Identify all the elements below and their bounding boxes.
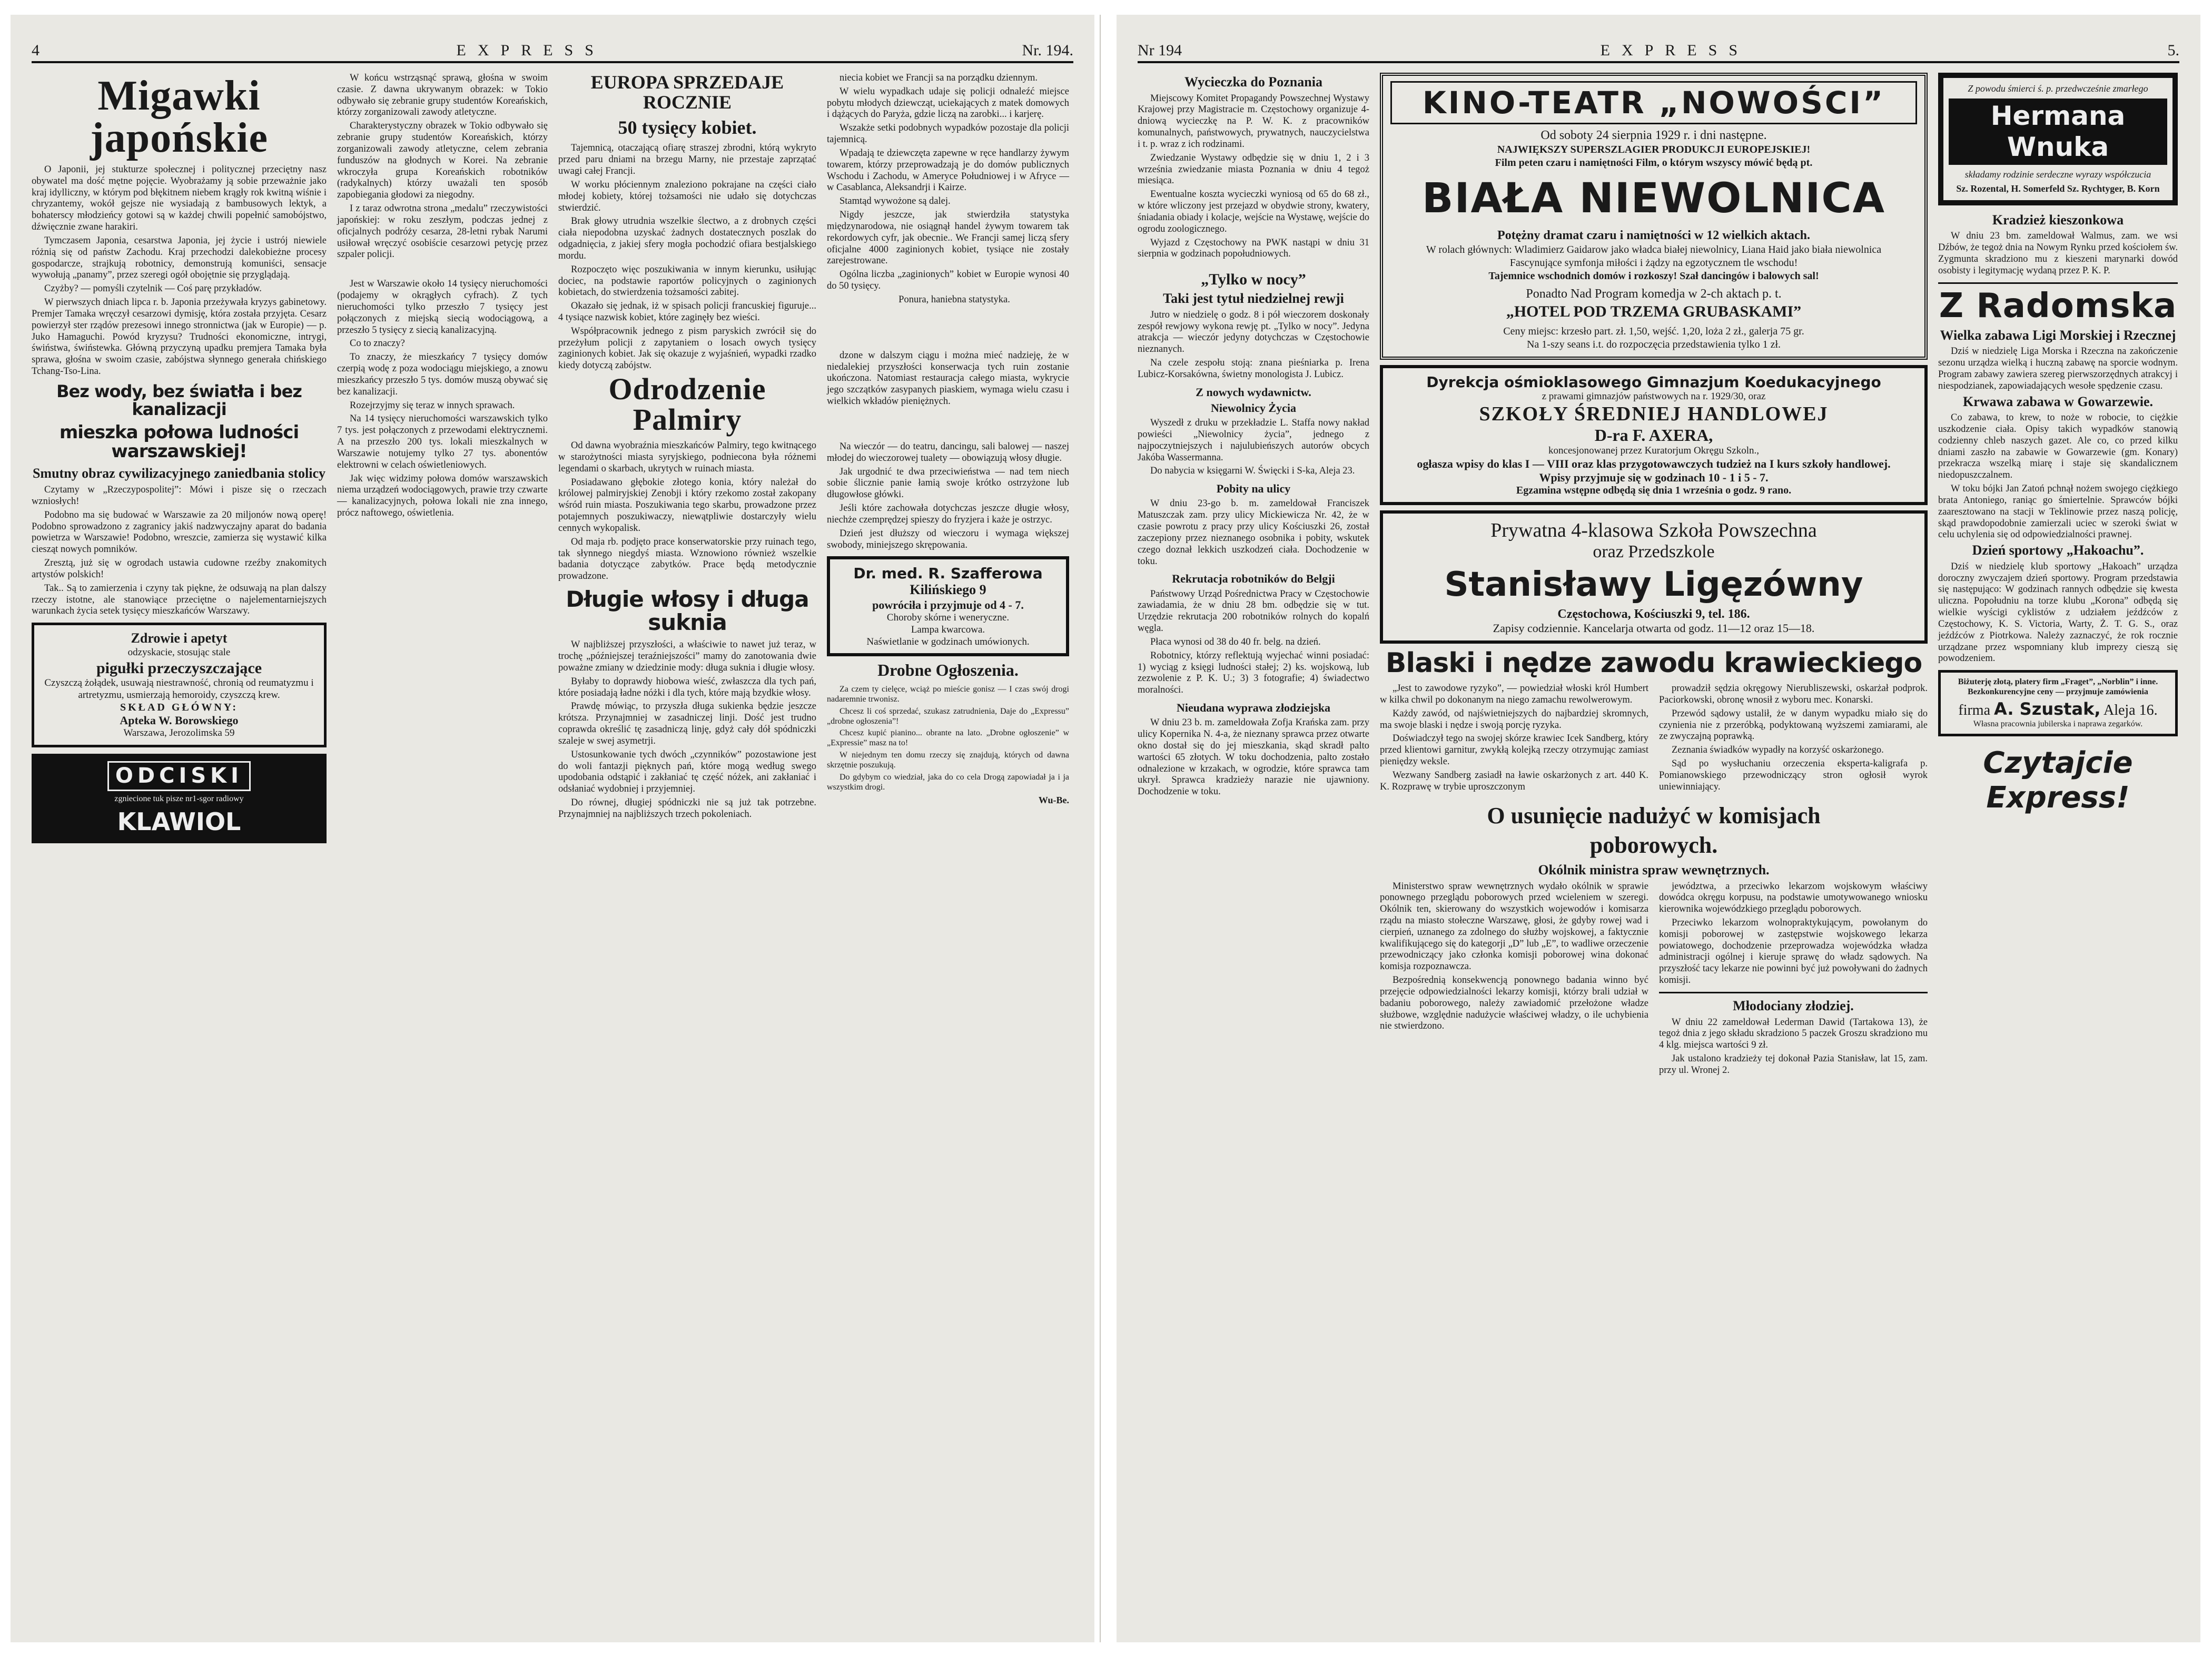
abuse-subhead: Okólnik ministra spraw wewnętrznych. bbox=[1538, 862, 1770, 878]
paragraph: prowadził sędzia okręgowy Nierubliszewski, oskarżał podprok. Paciorkowski, obronę wnosił z wyboru mec. Konarski. bbox=[1659, 683, 1928, 705]
cinema-date: Od soboty 24 sierpnia 1929 r. i dni następne. bbox=[1540, 129, 1767, 142]
divider bbox=[1938, 282, 2178, 284]
abuse-columns bbox=[1380, 881, 1928, 1079]
headline-sport-day: Dzień sportowy „Hakoachu”. bbox=[1972, 543, 2144, 558]
paragraph: Jak ustalono kradzieży tej dokonał Pazia Stanisław, lat 15, zam. przy ul. Wronej 2. bbox=[1659, 1053, 1928, 1076]
paragraph: Na wieczór — do teatru, dancingu, sali balowej — naszej młodej do wieczorowej tualety — obowiązują włosy długie. bbox=[827, 441, 1069, 464]
paragraph: W dniu 23 b. m. zameldowała Zofja Krańska zam. przy ulicy Kopernika N. 4-a, że nieznany sprawca przez otwarte okno dostał się do jej mieszkania, skąd skradł palto wartości 65 złotych. W toku dochodzenia, palto zostało odnalezione w krzakach, w ogrodzie, które sprawca tam ukrył. Sprawca kradzieży narazie nie ujawniony. Dochodzenie w toku. bbox=[1138, 717, 1369, 797]
headline-poznan: Wycieczka do Poznania bbox=[1184, 74, 1322, 90]
paragraph: Wszakże setki podobnych wypadków pozostaje dla policji tajemnicą. bbox=[827, 123, 1069, 145]
paragraph: Wpadają te dziewczęta zapewne w ręce handlarzy żywym towarem, którzy przeprowadzają je do domów publicznych Wschodu i Zachodu, w Ameryce Południowej i w Afryce — w Casablanca, Aleksandrji i Kairze. bbox=[827, 147, 1069, 193]
ad-doctor-line4: Naświetlanie w godzinach umówionych. bbox=[866, 636, 1030, 647]
ad-health-store: Apteka W. Borowskiego bbox=[120, 714, 239, 727]
headline-recruitment: Rekrutacja robotników do Belgji bbox=[1172, 572, 1335, 586]
paragraph: Brak głowy utrudnia wszelkie ślectwo, a z drobnych części ciała niepodobna uzyskać żadnych dostatecznych poszlak do odgadnięcia, z jakiej sfery mogła pochodzić ofiara bestjalskiego mordu. bbox=[558, 216, 816, 261]
headline-tailor: Blaski i nędze zawodu krawieckiego bbox=[1385, 647, 1922, 679]
jeweller-line2: Własna pracownia jubilerska i naprawa zegarków. bbox=[1973, 719, 2143, 729]
paragraph: niecia kobiet we Francji sa na porządku dziennym. bbox=[840, 73, 1038, 83]
cinema-prices: Ceny miejsc: krzesło part. zł. 1,50, wejść. 1,20, loża 2 zł., galerja 75 gr. bbox=[1503, 325, 1804, 337]
school2-address: Częstochowa, Kościuszki 9, tel. 186. bbox=[1557, 607, 1750, 622]
mourning-notice bbox=[1938, 73, 2178, 205]
ad-health bbox=[32, 623, 327, 747]
headline-bloody-party: Krwawa zabawa w Gowarzewie. bbox=[1962, 393, 2154, 409]
paragraph: „Jest to zawodowe ryzyko”, — powiedział włoski król Humbert w kilka chwil po dokonanym na niego zamachu rewolwerowym. bbox=[1380, 683, 1648, 705]
paragraph: Tak.. Są to zamierzenia i czyny tak piękne, że odsuwają na plan dalszy rzeczy istotne, ale stanowiące przeciętne o najelementarniejszych warunkach życia setek tysięcy mieszkańców Warszawy. bbox=[32, 583, 327, 617]
headline-revue-b: Taki jest tytuł niedzielnej rewji bbox=[1163, 291, 1344, 307]
cinema-line3: Potężny dramat czaru i namiętności w 12 wielkich aktach. bbox=[1497, 229, 1810, 242]
masthead-title-left: EXPRESS bbox=[456, 42, 605, 59]
headline-burglary: Nieudana wyprawa złodziejska bbox=[1176, 701, 1331, 715]
headline-palmira: Odrodzenie Palmiry bbox=[608, 372, 766, 437]
school1-line1: Dyrekcja ośmioklasowego Gimnazjum Koedukacyjnego bbox=[1426, 373, 1881, 391]
right-col-3 bbox=[1938, 73, 2178, 815]
ad-gymnasium bbox=[1380, 365, 1928, 506]
paragraph: Na czele zespołu stoją: znana pieśniarka p. Irena Lubicz-Korsakówna, świetny monologista J. Lubicz. bbox=[1138, 358, 1369, 380]
paragraph: Nigdy jeszcze, jak stwierdziła statystyka międzynarodowa, nie osiągnął handel żywym towarem tak rekordowych cyfr, jak obecnie.. We Francji samej liczą sfery oficjalne 4000 zaginionych kobiet, tysiące nie zostały zarejestrowane. bbox=[827, 210, 1069, 267]
paragraph: W końcu wstrząsnąć sprawą, głośna w swoim czasie. Z dawna ukrywanym obrazek: w Tokio odbywało się zebranie grupy studentów Koreańskich, którzy zorganizowali zawody atletyczne. bbox=[337, 73, 548, 118]
school2-line3: Zapisy codziennie. Kancelarja otwarta od godz. 11—12 oraz 15—18. bbox=[1493, 622, 1815, 635]
paragraph: W toku bójki Jan Zatoń pchnął nożem swojego ciężkiego brata Antoniego, raniąc go śmiertelnie. Sprawców bójki zaaresztowano na stacji w Teklinowie przez naszą policję, skąd prawdopodobnie zamierzali uciec w szeroki świat w celu uchylenia się od odpowiedzialności prawnej. bbox=[1938, 484, 2178, 540]
paragraph: I z taraz odwrotna strona „medalu” rzeczywistości japońskiej: w roku zeszłym, podczas jednej z oficjalnych podróży cesarza, 28-letni rybak Narumi usiłował wręczyć osobiście cesarzowi petycję przez szpaler policji. bbox=[337, 203, 548, 260]
ad-doctor-line3: Lampa kwarcowa. bbox=[911, 624, 985, 635]
ad-jeweller bbox=[1938, 670, 2178, 736]
mourning-line: składamy rodzinie serdeczne wyrazy współczucia bbox=[1964, 169, 2151, 180]
ad-primary-school bbox=[1380, 510, 1928, 644]
right-page bbox=[1117, 15, 2200, 1642]
school1-line3: koncesjonowanej przez Kuratorjum Okręgu Szkoln., bbox=[1548, 445, 1759, 457]
paragraph: W wielu wypadkach udaje się policji odnaleźć miejsce pobytu młodych dziewcząt, uciekających z matek domowych i dążących do Paryża, gdzie liczą na zarobki... i karjerę. bbox=[827, 86, 1069, 120]
tailor-columns bbox=[1380, 683, 1928, 795]
paragraph: Do równej, długiej spódniczki nie są już tak potrzebne. Przynajmniej na najbliższych trzech pokoleniach. bbox=[558, 797, 816, 820]
paragraph: Jutro w niedzielę o godz. 8 i pół wieczorem doskonały zespół rewjowy wykona rewję pt. „Tylko w nocy”. Jedyna atrakcja — wieczór jedyny dotychczas w Częstochowie nieznanych. bbox=[1138, 309, 1369, 355]
subhead-warsaw: Smutny obraz cywilizacyjnego zaniedbania stolicy bbox=[32, 466, 326, 481]
ad-health-address: Warszawa, Jerozolimska 59 bbox=[123, 727, 235, 739]
paragraph: W dniu 22 zameldował Lederman Dawid (Tartakowa 13), że tegoż dnia z jego składu skradziono 5 paczek Groszu skradziono mu 4 klg. miejsca wartości 9 zł. bbox=[1659, 1017, 1928, 1051]
paragraph: Jak urgodnić te dwa przeciwieństwa — nad tem niech sobie ślicznie panie łamią swoje krótko ostrzyżone lub długowłose główki. bbox=[827, 466, 1069, 500]
ad-corns-brand: KLAWIOL bbox=[117, 807, 241, 836]
paragraph: Rozpoczęto więc poszukiwania w innym kierunku, usiłując dociec, na podstawie raportów policyjnych o zaginionych kobietach, do stwierdzenia tożsamości zabitej. bbox=[558, 264, 816, 298]
paragraph: Zeznania świadków wypadły na korzyść oskarżonego. bbox=[1672, 745, 1884, 756]
tailor-col-a bbox=[1380, 683, 1648, 795]
paragraph: To znaczy, że mieszkańcy 7 tysięcy domów czerpią wodę z poza wodociągu miejskiego, a znowu mieszkańcy przeszło 5 tys. domów muszą obywać się bez kanalizacji. bbox=[337, 352, 548, 397]
school1-line6: Egzamina wstępne odbędą się dnia 1 września o godz. 9 rano. bbox=[1516, 485, 1792, 497]
ad-health-title: Zdrowie i apetyt bbox=[131, 630, 228, 646]
headline-europe-b: 50 tysięcy kobiet. bbox=[618, 116, 757, 138]
ad-doctor-address: Kilińskiego 9 bbox=[910, 582, 986, 598]
paragraph: Wyjazd z Częstochowy na PWK nastąpi w dniu 31 sierpnia w godzinach popołudniowych. bbox=[1138, 237, 1369, 260]
left-masthead bbox=[32, 40, 1073, 63]
headline-pickpocket: Kradzież kieszonkowa bbox=[1992, 212, 2124, 228]
right-center bbox=[1380, 73, 1928, 1079]
small-ads-title: Drobne Ogłoszenia. bbox=[877, 661, 1019, 680]
headline-long-hair: Długie włosy i długa suknia bbox=[566, 586, 809, 636]
ad-doctor-name: Dr. med. R. Szafferowa bbox=[853, 565, 1043, 583]
jeweller-line1: Biżuterję złotą, platery firm „Fraget”, „Norblin” i inne. Bezkonkurencyjne ceny — przyjmuje zamówienia bbox=[1958, 677, 2158, 697]
headline-warsaw-a: Bez wody, bez światła i bez kanalizacji bbox=[56, 381, 302, 419]
ad-corns-title: ODCISKI bbox=[107, 761, 251, 791]
paragraph: Podobno ma się budować w Warszawie za 20 miljonów nową operę! Podobno sprowadzono z zagranicy jakiś nadzwyczajny aparat do badania powietrza w Warszawie! Podobno, wreszcie, zamierza się wystawić kilka ciesząt nowych pomników. bbox=[32, 509, 327, 555]
ad-doctor-line2: Choroby skórne i weneryczne. bbox=[886, 612, 1010, 623]
paragraph: Od dawna wyobraźnia mieszkańców Palmiry, tego kwitnącego w starożytności miasta syryjskiego, podniecona była różnemi legendami o skarbach, ukrytych w ruinach miasta. bbox=[558, 440, 816, 474]
cinema-comedy: „HOTEL POD TRZEMA GRUBASKAMI” bbox=[1506, 303, 1802, 320]
paragraph: W dniu 23-go b. m. zameldował Franciszek Matuszczak zam. przy ulicy Mickiewicza Nr. 42, że w czasie powrotu z pracy przy ulicy Kościuszki 26, został zaczepiony przez nieznanego osobnika i pobity, wskutek czego doznał lekkich uszkodzeń ciała. Dochodzenie w toku. bbox=[1138, 498, 1369, 567]
ad-doctor-line1: powróciła i przyjmuje od 4 - 7. bbox=[872, 598, 1024, 612]
paragraph: Prawdę mówiąc, to przyszła długa sukienka będzie jeszcze krótsza. Przynajmniej w zasadniczej linji. Dość jest trudno coprawda określić tę zasadniczą linję, gdyż cały dół spódniczki szaleje w swej asymetrji. bbox=[558, 701, 816, 746]
paragraph: Jeśli które zachowała dotychczas jeszcze długie włosy, niechże czemprędzej spieszy do fryzjera i każe je ostrzyc. bbox=[827, 503, 1069, 525]
paragraph: Od maja rb. podjęto prace konserwatorskie przy ruinach tego, tak słynnego niegdyś miasta. Wznowiono również wszelkie badania dotyczące zabytków. Prace będą metodycznie prowadzone. bbox=[558, 536, 816, 582]
paragraph: Współpracownik jednego z pism paryskich zwrócił się do przeżyłum policji z zapytaniem o losach owych tysięcy zaginionych kobiet. Jak się okazuje z wyjaśnień, wypadki rzadko kiedy dotyczą zabójstw. bbox=[558, 326, 816, 371]
abuse-col-b bbox=[1659, 881, 1928, 1079]
mourning-names: Sz. Rozental, H. Somerfeld Sz. Rychtyger, B. Korn bbox=[1956, 183, 2160, 194]
school2-name: Stanisławy Ligęzówny bbox=[1444, 565, 1863, 605]
cinema-line6: Ponadto Nad Program komedja w 2-ch aktach p. t. bbox=[1526, 287, 1782, 301]
headline-slaves-of-life: Niewolnicy Życia bbox=[1211, 401, 1296, 415]
paragraph: Czytamy w „Rzeczypospolitej”: Mówi i pisze się o rzeczach wzniosłych! bbox=[32, 485, 327, 507]
headline-abuse-a: O usunięcie nadużyć w komisjach bbox=[1487, 802, 1821, 829]
small-ad-line: Do gdybym co wiedział, jaka do co cela Drogą zapowiadał ja i ja wszystkim drogi. bbox=[827, 772, 1069, 792]
page-fold bbox=[1100, 15, 1101, 1642]
closing-slogan: Czytajcie Express! bbox=[1983, 745, 2133, 815]
paragraph: Ogólna liczba „zaginionych” kobiet w Europie wynosi 40 do 50 tysięcy. bbox=[827, 269, 1069, 292]
page-number-left: 4 bbox=[32, 42, 39, 59]
left-col-1 bbox=[32, 73, 327, 850]
jeweller-firm-label: firma bbox=[1958, 702, 1991, 718]
paragraph: Robotnicy, którzy reflektują wyjechać winni posiadać: 1) wyciąg z księgi ludności stałej; 2) ks. wojskową, lub zezwolenie z P. K. U.; 3) 3 fotografie; 4) świadectwo moralności. bbox=[1138, 650, 1369, 696]
jeweller-name: A. Szustak, bbox=[1994, 698, 2101, 719]
paragraph: Przewód sądowy ustalił, że w danym wypadku miało się do czynienia nie z przeróbką, podyktowaną wyższemi zamiarami, ale ze zwyczajną poprawką. bbox=[1659, 708, 1928, 742]
school1-line5: Wpisy przyjmuje się w godzinach 10 - 1 i 5 - 7. bbox=[1539, 471, 1769, 485]
ad-health-line2: Czyszczą żołądek, usuwają niestrawność, chronią od reumatyzmu i artretyzmu, usmierzają hemoroidy, czyszczą krew. bbox=[44, 677, 314, 701]
paragraph: Dzień jest dłuższy od wieczoru i wymaga większej swobody, miniejszego skrępowania. bbox=[827, 528, 1069, 550]
paragraph: Ewentualne koszta wycieczki wyniosą od 65 do 68 zł., w które wliczony jest przejazd w obydwie strony, kwatery, śniadania obiady i kolacje, wejście na Wystawę, wejście do ogrodu zoologicznego. bbox=[1138, 189, 1369, 234]
paragraph: W dniu 23 bm. zameldował Walmus, zam. we wsi Dźbów, że tegoż dnia na Nowym Rynku przed kościołem św. Zygmunta skradziono mu z kieszeni marynarki dowód osobisty i legitymację wydaną przez P. K. P. bbox=[1938, 231, 2178, 276]
left-col-3 bbox=[558, 73, 816, 823]
ad-health-store-label: SKŁAD GŁÓWNY: bbox=[120, 701, 239, 713]
school1-line2: z prawami gimnazjów państwowych na r. 1929/30, oraz bbox=[1542, 390, 1766, 402]
cinema-line5: Tajemnice wschodnich domów i rozkoszy! Szał dancingów i balowych sal! bbox=[1488, 270, 1819, 282]
ad-health-product: pigułki przeczyszczające bbox=[96, 659, 262, 677]
paragraph: W worku płóciennym znaleziono pokrajane na części ciało młodej kobiety, której tożsamości nie udało się dotychczas stwierdzić. bbox=[558, 179, 816, 213]
paragraph: Rozejrzyjmy się teraz w innych sprawach. bbox=[350, 400, 515, 411]
masthead-title-right: EXPRESS bbox=[1600, 42, 1750, 59]
paragraph: Czyżby? — pomyśli czytelnik — Coś parę przykładów. bbox=[44, 283, 262, 294]
paragraph: W pierwszych dniach lipca r. b. Japonia przeżywała kryzys gabinetowy. Premjer Tamaka wręczył cesarzowi dymisję, która została przyjęta. Cesarz powierzył ster rządów prezesowi innego stronnictwa (jak w Europie) — p. Juko Hamaguchi. Powód kryzysu? Trudności ekonomiczne, intrygi, świństwa, świństewka. Główną przyczyną upadku premjera Tamaka była sprawa, głośna w swoim czasie, zabójstwa słynnego generała chińskiego Tchang-Tso-Lina. bbox=[32, 297, 327, 377]
paragraph: Ponura, haniebna statystyka. bbox=[898, 294, 1010, 305]
cinema-line4: Fascynujące symfonja miłości i żądzy na egzotycznem tle wschodu! bbox=[1509, 257, 1798, 269]
mourning-name: Hermana Wnuka bbox=[1949, 98, 2167, 165]
small-ad-line: Za czem ty cielęce, wciąż po mieście gonisz — I czas swój drogi nadaremnie trwonisz. bbox=[827, 684, 1069, 704]
paragraph: Stamtąd wywożone są dalej. bbox=[840, 196, 951, 207]
right-masthead bbox=[1138, 40, 2179, 63]
paragraph: Zresztą, już się w ogrodach ustawia cudowne rzeźby znakomitych artystów polskich! bbox=[32, 558, 327, 580]
school2-line1: Prywatna 4-klasowa Szkoła Powszechna bbox=[1490, 519, 1817, 542]
abuse-col-a bbox=[1380, 881, 1648, 1079]
paragraph: Byłaby to doprawdy hiobowa wieść, zwłaszcza dla tych pań, które posiadają ładne nóżki i dla tych, które mają bzydkie włosy. bbox=[558, 676, 816, 698]
left-page bbox=[11, 15, 1094, 1642]
headline-young-thief: Młodociany złodziej. bbox=[1733, 998, 1854, 1013]
small-ad-line: Chcesz kupić pianino... obrante na lato. „Drobne ogłoszenie” w „Expressie” masz na to! bbox=[827, 728, 1069, 748]
paragraph: Na 14 tysięcy nieruchomości warszawskich tylko 7 tys. jest połączonych z przewodami elektrycznemi. A na przeszło 200 tys. lokali mieszkalnych w Warszawie notujemy tylko 27 tys. abonentów elektrowni w celach oświetleniowych. bbox=[337, 413, 548, 470]
paragraph: Miejscowy Komitet Propagandy Powszechnej Wystawy Krajowej przy Magistracie m. Częstochowy organizuje 4-dniową wycieczkę na P. W. K. z pracowników komunalnych, państwowych, prywatnych, nauczycielstwa i t. p. wraz z ich rodzinami. bbox=[1138, 93, 1369, 150]
issue-number-right: Nr 194 bbox=[1138, 42, 1182, 59]
paragraph: Jak więc widzimy połowa domów warszawskich niema urządzeń wodociągowych, prawie trzy czwarte — kanalizacyjnych, połowa lokali nie zna innego, prócz naftowego, oświetlenia. bbox=[337, 473, 548, 518]
paragraph: Posiadawano głębokie złotego konia, który należał do królowej palmiryjskiej Zenobji i który rzekomo został zakopany wśród ruin miasta. Poszukiwania tego skarbu, prowadzone przez potajemnych poszukiwaczy, niewątpliwie dostarczyły wielu cennych wykopalisk. bbox=[558, 477, 816, 534]
paragraph: dzone w dalszym ciągu i można mieć nadzieję, że w niedalekiej przyszłości konserwacja tych ruin zostanie ukończona. Natomiast restauracja całego miasta, wykrycie jego szczątków zasypanych piaskiem, wymaga wielu czasu i wielkich wkładów pieniężnych. bbox=[827, 350, 1069, 407]
left-col-4 bbox=[827, 73, 1069, 806]
paragraph: Ustosunkowanie tych dwóch „czynników” pozostawione jest do woli fantazji pięknych pań, które mogą według swego upodobania odstąpić i zakłaniać tę część nóżek, ani zakłaniać i odsłaniać wydobniej i przyjemniej. bbox=[558, 749, 816, 795]
paragraph: Co to znaczy? bbox=[350, 338, 405, 349]
paragraph: Płaca wynosi od 38 do 40 fr. belg. na dzień. bbox=[1150, 636, 1321, 647]
paragraph: Sąd po wysłuchaniu orzeczenia eksperta-kaligrafa p. Pomianowskiego przewodniczący stron ogłosił wyrok uniewinniający. bbox=[1659, 758, 1928, 792]
paragraph: Tajemnicą, otaczającą ofiarę straszej zbrodni, którą wykryto przed paru dniami na brzegu Marny, nie przestaje zaprzątać uwagi całej Francji. bbox=[558, 143, 816, 177]
paragraph: Wezwany Sandberg zasiadł na ławie oskarżonych z art. 440 K. K. Rozprawę w trybie uproszczonym bbox=[1380, 770, 1648, 792]
cinema-line1: NAJWIĘKSZY SUPERSZLAGIER PRODUKCJI EUROPEJSKIEJ! bbox=[1497, 144, 1811, 155]
small-ad-line: W niejednym ten domu rzeczy się znajdują, których od dawna skrzętnie poszukują. bbox=[827, 751, 1069, 770]
ad-health-line1: odzyskacie, stosując stale bbox=[127, 646, 231, 658]
paragraph: Charakterystyczny obrazek w Tokio odbywało się zebranie grupy studentów Koreańskich, którzy zorganizowali zawody atletyczne, celem zebrania funduszów na głodnych w Korei. Na zebranie wkroczyła grupa Koreańskich robotników (radykalnych) którzy uważali ten sposób zapobiegania głodowi za niegodny. bbox=[337, 121, 548, 201]
mourning-top: Z powodu śmierci ś. p. przedwcześnie zmarłego bbox=[1968, 83, 2148, 94]
headline-warsaw-b: mieszka połowa ludności warszawskiej! bbox=[59, 422, 299, 462]
article-title-japan: Migawki japońskie bbox=[90, 73, 268, 161]
headline-publications: Z nowych wydawnictw. bbox=[1196, 385, 1311, 399]
ad-cinema bbox=[1380, 73, 1928, 360]
school1-line4: ogłasza wpisy do klas I — VIII oraz klas przygotowawczych tudzież na I kurs szkoły handlowej. bbox=[1417, 457, 1891, 471]
paragraph: Bezpośrednią konsekwencją ponownego badania winno być przejęcie odpowiedzialności lekarzy komisji, którzy brali udział w badaniu poborowego, należy zawiadomić przełożone władze służbowe, względnie nadużycie właściwej władzy, o ile uchybienia nie stwierdzono. bbox=[1380, 975, 1648, 1032]
paragraph: Zwiedzanie Wystawy odbędzie się w dniu 1, 2 i 3 września zwiedzanie miasta Poznania w dniu 4 tegoż miesiąca. bbox=[1138, 152, 1369, 186]
jeweller-firm-row bbox=[1945, 699, 2171, 719]
cinema-film-title: BIAŁA NIEWOLNICA bbox=[1422, 175, 1885, 222]
paragraph: Ministerstwo spraw wewnętrznych wydało okólnik w sprawie ponownego przeglądu poborowych przed wcieleniem w szeregi. Okólnik ten, skierowany do wszystkich wojewodów i komisarza rządu na miasto stołeczne Warszawę, głosi, że gdyby rowej wad i cierpień, uznanego za zdolnego do służby wojskowej, a faktycznie kwalifikującego się do kategorji „D” lub „E”, to wadliwe orzeczenie przewodniczący jako członka komisji poborowej wina dokonać komisja rozpoznawcza. bbox=[1380, 881, 1648, 972]
headline-europe-a: EUROPA SPRZEDAJE ROCZNIE bbox=[590, 72, 784, 113]
ad-corns-line: zgniecione tuk pisze nr1-sgor radiowy bbox=[114, 794, 244, 804]
ad-corns bbox=[32, 754, 327, 843]
paragraph: Doświadczył tego na swojej skórze krawiec Icek Sandberg, który przed klientowi garnitur, zwykłą kolejką rzeczy otrzymując zamiast pieniędzy weksle. bbox=[1380, 733, 1648, 767]
headline-league-party: Wielka zabawa Ligi Morskiej i Rzecznej bbox=[1940, 327, 2176, 343]
cinema-name: KINO-TEATR „NOWOŚCI” bbox=[1390, 81, 1917, 124]
paragraph: Przeciwko lekarzom wolnopraktykującym, powołanym do komisji poborowej w zastępstwie wojskowego lekarza powiatowego, dochodzenie przeprowadza wojewódzka władza administracji ogólnej i kieruje sprawę do władz sądowych. Na przyszłość tacy lekarze nie powinni być już powoływani do żadnych komisji. bbox=[1659, 917, 1928, 986]
paragraph: O Japonii, jej stukturze społecznej i politycznej przeciętny nasz obywatel ma dość mętne pojęcie. Wyobrażamy ją sobie przeważnie jako kraj idylliczny, w którym pod błękitnem niebem krągły rok kwitną wiśnie i chryzantemy, wokół gejsze nie wysiadają z bambusowych lektyk, a bohaterscy młodzieńcy gotowi są w każdej chwili popełnić samobójstwo, dźwięcznie zwane harakiri. bbox=[32, 164, 327, 233]
paragraph: Państwowy Urząd Pośrednictwa Pracy w Częstochowie zawiadamia, że w dniu 28 bm. odbędzie się w tut. Urzędzie rekrutacja 200 robotników rolnych do kopalń węgla. bbox=[1138, 588, 1369, 634]
cinema-line2: Film peten czaru i namiętności Film, o którym wszyscy mówić będą pt. bbox=[1495, 157, 1813, 169]
headline-revue-a: „Tylko w nocy” bbox=[1201, 271, 1306, 289]
cinema-shows: Na 1-szy seans i.t. do rozpoczęcia przedstawienia tylko 1 zł. bbox=[1526, 338, 1781, 350]
paragraph: Każdy zawód, od najświetniejszych do najbardziej skromnych, ma swoje blaski i nędze i swoją porcję ryzyka. bbox=[1380, 708, 1648, 731]
ad-doctor bbox=[827, 556, 1069, 656]
left-col-2 bbox=[337, 73, 548, 521]
paragraph: Do nabycia w księgarni W. Święcki i S-ka, Aleja 23. bbox=[1150, 466, 1355, 477]
paragraph: jewództwa, a przeciwko lekarzom wojskowym właściwy dowódca okręgu korpusu, na podstawie umotywowanego wniosku kierownika wojewódzkiego przeglądu poborowych. bbox=[1659, 881, 1928, 915]
paragraph: Okazało się jednak, iż w spisach policji francuskiej figuruje... 4 tysiące nazwisk kobiet, które zaginęły bez wieści. bbox=[558, 301, 816, 323]
headline-abuse-b: poborowych. bbox=[1589, 832, 1718, 858]
paragraph: W najbliższej przyszłości, a właściwie to nawet już teraz, w trochę „późniejszej teraźniejszości” mamy do zanotowania dwie poważne zmiany w dziedzinie mody: długa suknia i długie włosy. bbox=[558, 639, 816, 673]
issue-number-left: Nr. 194. bbox=[1022, 42, 1073, 59]
school2-line2: oraz Przedszkole bbox=[1593, 542, 1715, 562]
page-number-right: 5. bbox=[2167, 42, 2179, 59]
jeweller-address: Aleja 16. bbox=[2103, 702, 2158, 718]
paragraph: Dziś w niedzielę Liga Morska i Rzeczna na zakończenie sezonu urządza wielką i huczną zabawę na sporcie wodnym. Program zabawy zawiera szereg pierwszorzędnych atrakcyj i niespodzianek, zapowiadających wesołe spędzenie czasu. bbox=[1938, 346, 2178, 391]
small-ad-line: Chcesz li coś sprzedać, szukasz zatrudnienia, Daje do „Expressu” „drobne ogłoszenia”! bbox=[827, 706, 1069, 726]
tailor-col-b bbox=[1659, 683, 1928, 795]
paragraph: Tymczasem Japonia, cesarstwa Japonia, jej życie i ustrój niewiele różnią się od państw Zachodu. Kraj przechodzi dalekobieżne procesy gospodarcze, strajkują robotnicy, demonstrują komuniści, sensacje wywołują „panamy”, przez szeregi ogół obojętnie się przyglądają. bbox=[32, 235, 327, 281]
cinema-roles: W rolach głównych: Wladimierz Gaidarow jako władca białej niewolnicy, Liana Haid jako biała niewolnica bbox=[1426, 244, 1882, 255]
headline-radomsko: Z Radomska bbox=[1939, 286, 2177, 326]
school1-name: SZKOŁY ŚREDNIEJ HANDLOWEJ bbox=[1479, 403, 1829, 426]
school1-director: D-ra F. AXERA, bbox=[1594, 426, 1713, 445]
right-col-1 bbox=[1138, 73, 1369, 800]
paragraph: Dziś w niedzielę klub sportowy „Hakoach” urządza doroczny zwyczajem dzień sportowy. Program przedstawia się następująco: W godzinach rannych odbędzie się kwesta uliczna. Popołudniu na torze klubu „Korona” odbędą się wielkie wyścigi cyklistów z udziałem jeźdźców z Częstochowy, K. S. Victoria, Warty, Ż. T. G. S., oraz jeźdźców z Piotrkowa. Należy zaznaczyć, że rok rocznie urządzane przez wspomniany klub imprezy cieszą się powodzeniem. bbox=[1938, 561, 2178, 664]
small-ads-signature: Wu-Be. bbox=[1038, 794, 1069, 805]
headline-beaten: Pobity na ulicy bbox=[1216, 482, 1291, 496]
paragraph: Co zabawa, to krew, to noże w robocie, to ciężkie uszkodzenie ciała. Opisy takich wypadków stanowią codzienny chleb naszych gazet. Ale co, co przed kilku dniami zaszło na zabawie w Gowarzewie (gm. Konary) przekracza wszelką miarę i staje się skandalicznem niedopuszczalnem. bbox=[1938, 412, 2178, 481]
paragraph: Jest w Warszawie około 14 tysięcy nieruchomości (podajemy w okrągłych cyfrach). Z tych nieruchomości tylko przeszło 7 tysięcy jest połączonych z miejską siecią wodociągową, a przeszło 5 tysięcy z siecią kanalizacyjną. bbox=[337, 279, 548, 336]
paragraph: Wyszedł z druku w przekładzie L. Staffa nowy nakład powieści „Niewolnicy życia”, jednego z najpoczytniejszych i najulubieńszych autorów obcych Jakóba Wassermanna. bbox=[1138, 418, 1369, 463]
